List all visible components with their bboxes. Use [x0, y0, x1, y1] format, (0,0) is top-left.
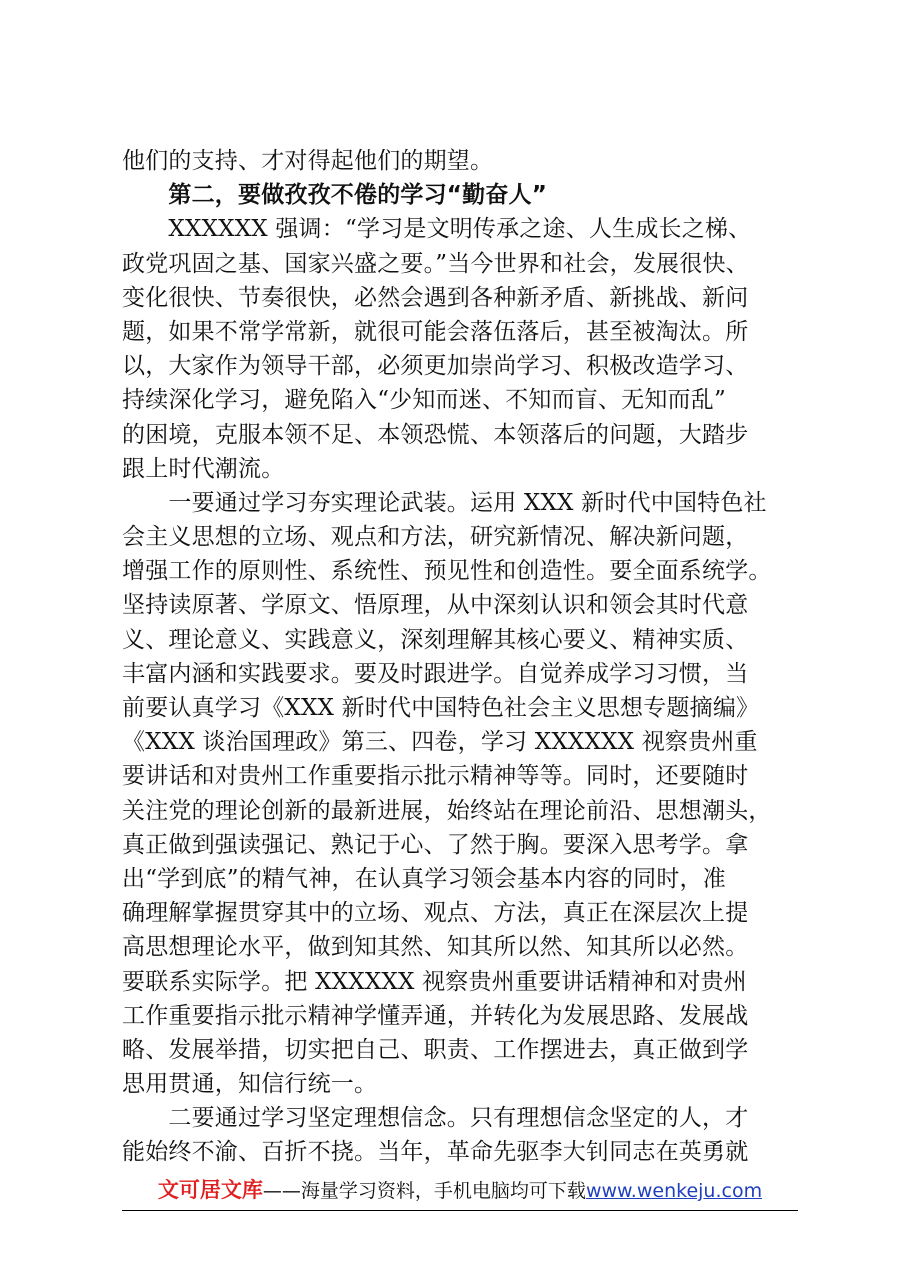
text-line: 要联系实际学。把 XXXXXX 视察贵州重要讲话精神和对贵州 — [122, 968, 747, 995]
text-line: 要讲话和对贵州工作重要指示批示精神等等。同时，还要随时 — [122, 763, 749, 790]
text-line: 一要通过学习夯实理论武装。运用 XXX 新时代中国特色社 — [122, 489, 767, 516]
text-line: 变化很快、节奏很快，必然会遇到各种新矛盾、新挑战、新问 — [122, 284, 749, 311]
footer-brand: 文可居文库 — [157, 1178, 263, 1202]
footer-tagline: ——海量学习资料，手机电脑均可下载 — [262, 1180, 586, 1202]
text-line: XXXXXX 强调：“学习是文明传承之途、人生成长之梯、 — [122, 216, 752, 243]
text-line: 跟上时代潮流。 — [122, 455, 285, 482]
text-line: 政党巩固之基、国家兴盛之要。”当今世界和社会，发展很快、 — [122, 250, 749, 277]
text-line: 丰富内涵和实践要求。要及时跟进学。自觉养成学习习惯，当 — [122, 660, 749, 687]
text-line: 关注党的理论创新的最新进展，始终站在理论前沿、思想潮头， — [122, 797, 772, 824]
text-line: 增强工作的原则性、系统性、预见性和创造性。要全面系统学。 — [122, 558, 772, 585]
text-line: 思用贯通，知信行统一。 — [122, 1071, 378, 1098]
text-line: 高思想理论水平，做到知其然、知其所以然、知其所以必然。 — [122, 934, 749, 961]
footer-divider — [122, 1210, 798, 1211]
text-line: 他们的支持、才对得起他们的期望。 — [122, 148, 494, 174]
text-line: 出“学到底”的精气神，在认真学习领会基本内容的同时，准 — [122, 865, 726, 892]
text-line: 持续深化学习，避免陷入“少知而迷、不知而盲、无知而乱” — [122, 387, 726, 414]
section-heading: 第二，要做孜孜不倦的学习“勤奋人” — [122, 182, 548, 209]
text-line: 二要通过学习坚定理想信念。只有理想信念坚定的人，才 — [122, 1105, 749, 1132]
text-line: 真正做到强读强记、熟记于心、了然于胸。要深入思考学。拿 — [122, 831, 749, 858]
text-line: 的困境，克服本领不足、本领恐慌、本领落后的问题，大踏步 — [122, 421, 749, 448]
text-line: 会主义思想的立场、观点和方法，研究新情况、解决新问题， — [122, 524, 749, 551]
text-line: 题，如果不常学常新，就很可能会落伍落后，甚至被淘汰。所 — [122, 318, 749, 345]
text-line: 以，大家作为领导干部，必须更加崇尚学习、积极改造学习、 — [122, 353, 749, 380]
text-line: 《XXX 谈治国理政》第三、四卷，学习 XXXXXX 视察贵州重 — [122, 729, 758, 756]
text-line: 义、理论意义、实践意义，深刻理解其核心要义、精神实质、 — [122, 626, 749, 653]
text-line: 能始终不渝、百折不挠。当年，革命先驱李大钊同志在英勇就 — [122, 1139, 749, 1166]
text-line: 略、发展举措，切实把自己、职责、工作摆进去，真正做到学 — [122, 1036, 749, 1063]
page-footer — [122, 1170, 798, 1210]
text-line: 前要认真学习《XXX 新时代中国特色社会主义思想专题摘编》 — [122, 695, 760, 721]
text-line: 坚持读原著、学原文、悟原理，从中深刻认识和领会其时代意 — [122, 592, 749, 619]
footer-link[interactable]: www.wenkeju.com — [585, 1180, 763, 1202]
text-line: 确理解掌握贯穿其中的立场、观点、方法，真正在深层次上提 — [122, 900, 749, 927]
text-line: 工作重要指示批示精神学懂弄通，并转化为发展思路、发展战 — [122, 1002, 749, 1029]
document-body — [122, 144, 810, 1170]
